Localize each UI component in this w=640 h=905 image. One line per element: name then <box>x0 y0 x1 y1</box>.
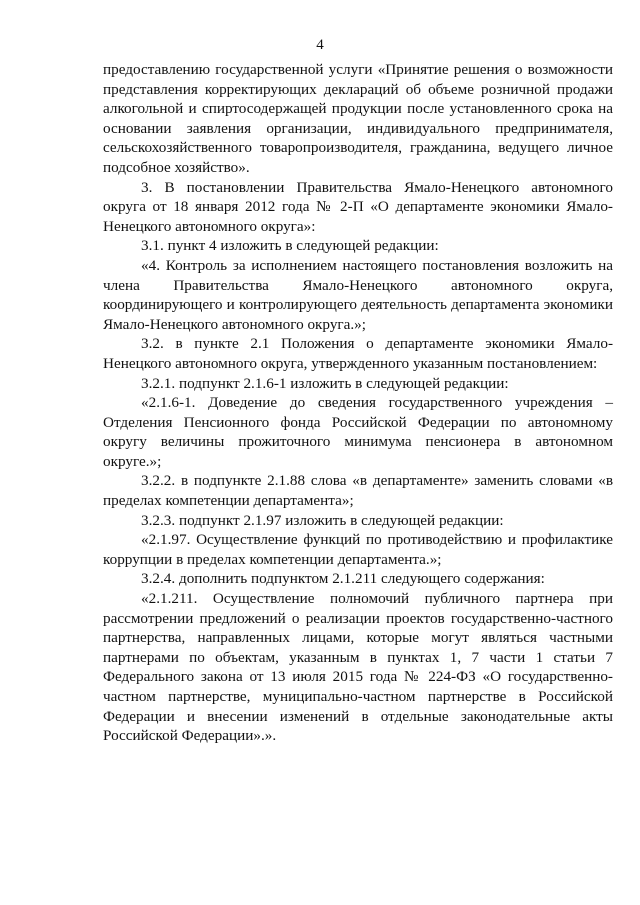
paragraph-item-3-2-3-text: «2.1.97. Осуществление функций по противодействию и профилактике коррупции в пределах компетенции департамента.»; <box>103 531 613 568</box>
paragraph-item-3-2-1-text: «2.1.6-1. Доведение до сведения государственного учреждения – Отделения Пенсионного фонда Российской Федерации по автономному округу величины прожиточного минимума пенсионера в автономном округе.»; <box>103 394 613 470</box>
paragraph-item-3-2-2: 3.2.2. в подпункте 2.1.88 слова «в департаменте» заменить словами «в пределах компетенции департамента»; <box>103 472 613 510</box>
paragraph-item-3-2-4-text: «2.1.211. Осуществление полномочий публичного партнера при рассмотрении предложений о реализации проектов государственно-частного партнерства, направленных лицами, которые могут являться частными партнерами по объектам, указанным в пунктах 1, 7 части 1 статьи 7 Федерального закона от 13 июля 2015 года № 224-ФЗ «О государственно-частном партнерстве, муниципально-частном партнерстве в Российской Федерации и внесении изменений в отдельные законодательные акты Российской Федерации».». <box>103 590 613 745</box>
paragraph-continuation: предоставлению государственной услуги «Принятие решения о возможности представления корректирующих деклараций об объеме розничной продажи алкогольной и спиртосодержащей продукции после установленного срока на основании заявления организации, индивидуального предпринимателя, сельскохозяйственного товаропроизводителя, гражданина, ведущего личное подсобное хозяйство». <box>103 61 613 176</box>
paragraph-item-3-2-1: 3.2.1. подпункт 2.1.6-1 изложить в следующей редакции: <box>141 374 509 392</box>
paragraph-item-3-2: 3.2. в пункте 2.1 Положения о департаменте экономики Ямало-Ненецкого автономного округа, утвержденного указанным постановлением: <box>103 335 613 372</box>
document-body <box>103 60 613 746</box>
paragraph-item-3-1: 3.1. пункт 4 изложить в следующей редакции: <box>141 237 439 255</box>
paragraph-item-3-2-4: 3.2.4. дополнить подпунктом 2.1.211 следующего содержания: <box>141 570 545 588</box>
paragraph-item-3: 3. В постановлении Правительства Ямало-Ненецкого автономного округа от 18 января 2012 года № 2-П «О департаменте экономики Ямало-Ненецкого автономного округа»: <box>103 178 613 235</box>
page-number: 4 <box>316 37 324 53</box>
paragraph-item-3-1-text: «4. Контроль за исполнением настоящего постановления возложить на члена Правительства Ямало-Ненецкого автономного округа, координирующего и контролирующего деятельность департамента экономики Ямало-Ненецкого автономного округа.»; <box>103 256 613 333</box>
paragraph-item-3-2-3: 3.2.3. подпункт 2.1.97 изложить в следующей редакции: <box>141 511 504 529</box>
